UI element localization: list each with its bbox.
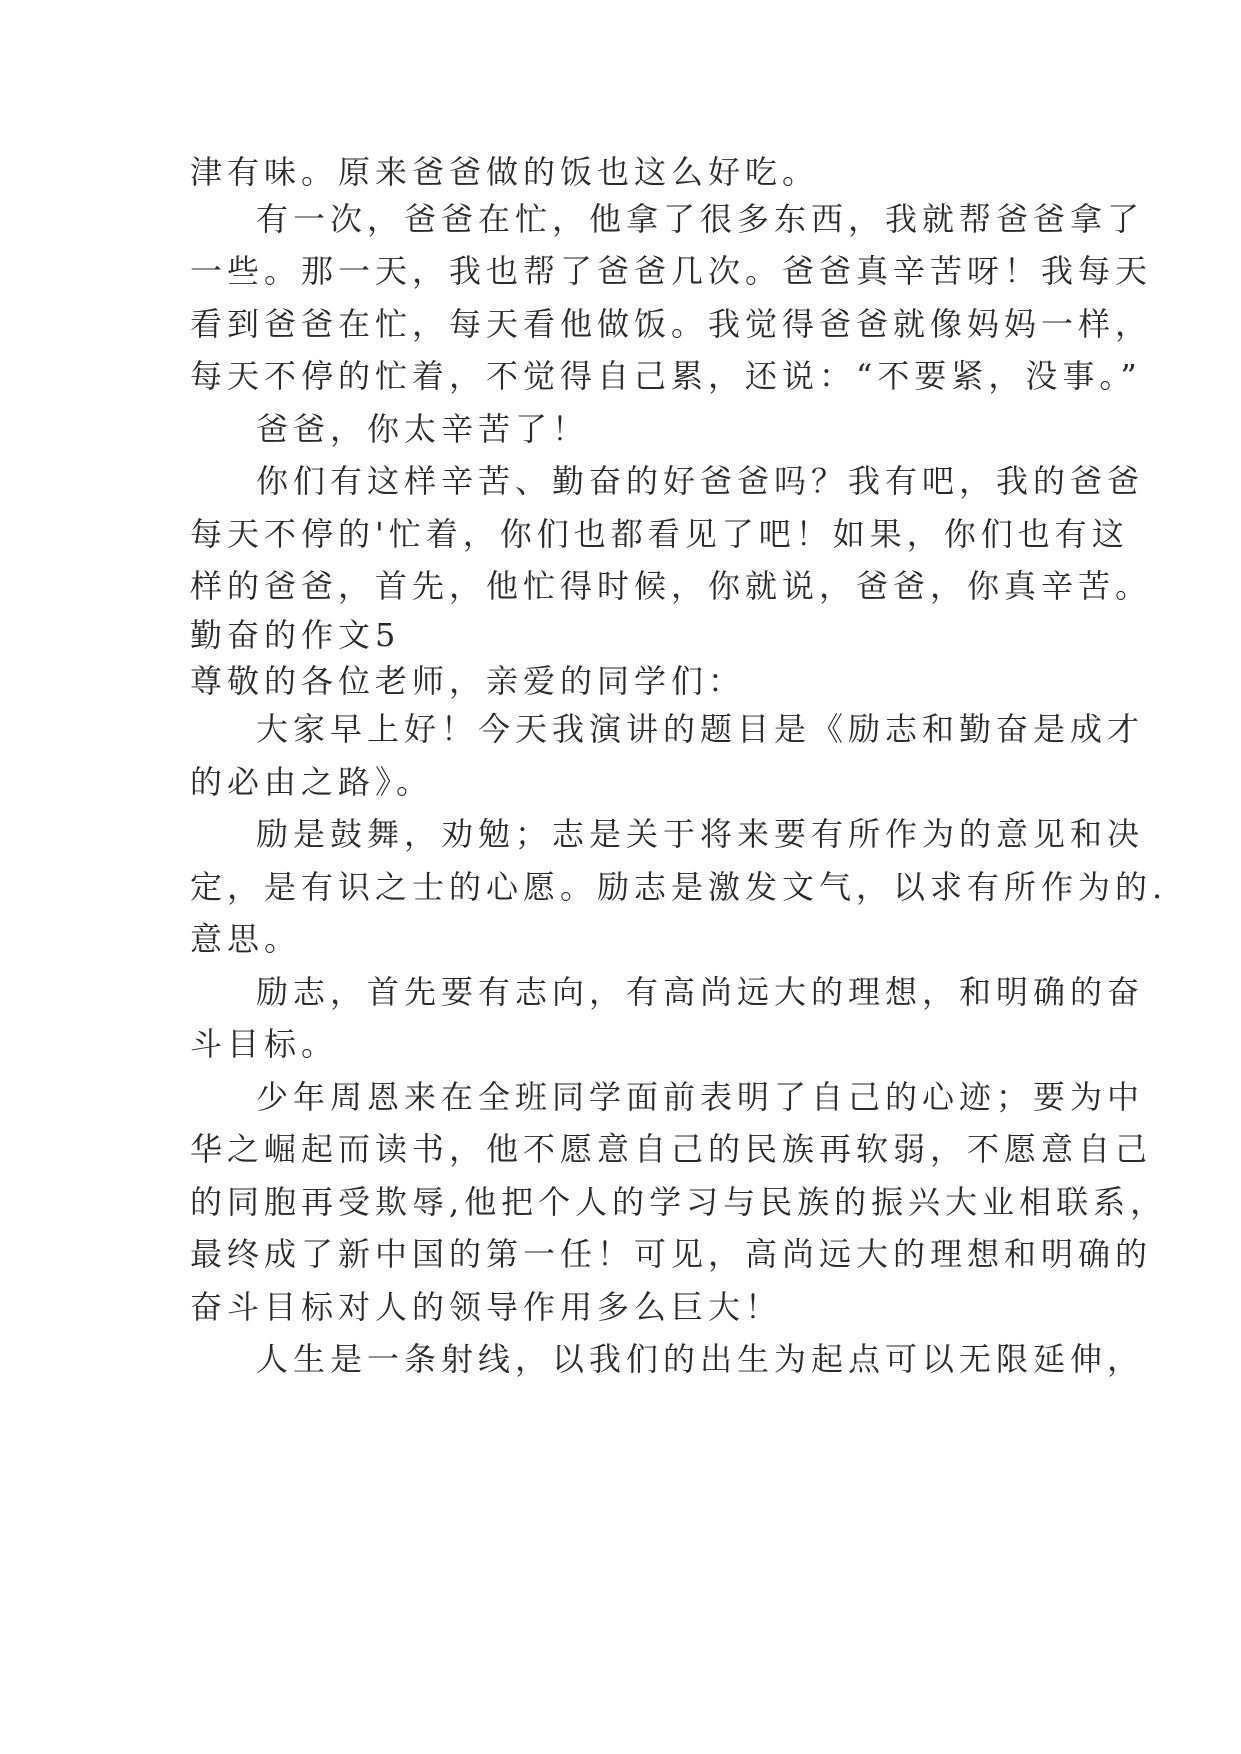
text-line: 有一次，爸爸在忙，他拿了很多东西，我就帮爸爸拿了 — [256, 200, 1145, 238]
text-line: 华之崛起而读书，他不愿意自己的民族再软弱，不愿意自己 — [190, 1130, 1153, 1168]
text-line: 斗目标。 — [190, 1025, 339, 1063]
text-line: 津有味。原来爸爸做的饭也这么好吃。 — [190, 153, 820, 191]
text-line: 人生是一条射线，以我们的出生为起点可以无限延伸， — [256, 1340, 1145, 1378]
text-line: 样的爸爸，首先，他忙得时候，你就说，爸爸，你真辛苦。 — [190, 567, 1153, 605]
section-heading: 勤奋的作文5 — [190, 616, 401, 654]
salutation: 尊敬的各位老师，亲爱的同学们： — [190, 662, 746, 700]
text-line: 励志，首先要有志向，有高尚远大的理想，和明确的奋 — [256, 973, 1145, 1011]
text-line: 定，是有识之士的心愿。励志是激发文气，以求有所作为的. — [190, 868, 1168, 906]
text-line: 爸爸，你太辛苦了！ — [256, 410, 590, 448]
text-line: 奋斗目标对人的领导作用多么巨大！ — [190, 1288, 783, 1326]
text-line: 励是鼓舞，劝勉；志是关于将来要有所作为的意见和决 — [256, 815, 1145, 853]
text-line: 大家早上好！今天我演讲的题目是《励志和勤奋是成才 — [256, 710, 1145, 748]
text-line: 的同胞再受欺辱,他把个人的学习与民族的振兴大业相联系， — [190, 1183, 1168, 1221]
text-line: 每天不停的'忙着，你们也都看见了吧！如果，你们也有这 — [190, 515, 1129, 553]
text-line: 一些。那一天，我也帮了爸爸几次。爸爸真辛苦呀！我每天 — [190, 252, 1153, 290]
text-line: 最终成了新中国的第一任！可见，高尚远大的理想和明确的 — [190, 1235, 1153, 1273]
text-line: 你们有这样辛苦、勤奋的好爸爸吗？我有吧，我的爸爸 — [256, 462, 1145, 500]
text-line: 每天不停的忙着，不觉得自己累，还说：“不要紧，没事。” — [190, 357, 1142, 395]
text-line: 看到爸爸在忙，每天看他做饭。我觉得爸爸就像妈妈一样， — [190, 305, 1153, 343]
text-line: 少年周恩来在全班同学面前表明了自己的心迹；要为中 — [256, 1078, 1145, 1116]
text-line: 意思。 — [190, 920, 302, 958]
text-line: 的必由之路》。 — [190, 763, 434, 801]
